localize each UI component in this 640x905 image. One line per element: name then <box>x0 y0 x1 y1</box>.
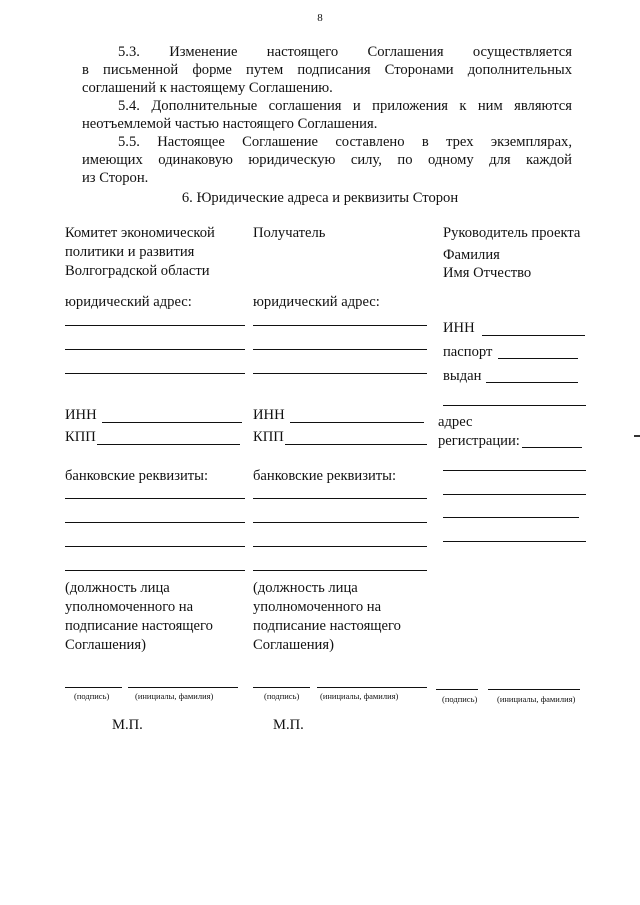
col3-address-line-2 <box>443 494 586 495</box>
paragraph-line: Дополнительные соглашения и приложения к ним являются <box>151 98 573 114</box>
col2-address-line-2 <box>253 349 427 350</box>
col2-legal-address-label: юридический адрес: <box>253 294 380 310</box>
col2-bank-label: банковские реквизиты: <box>253 468 397 484</box>
col1-org-name <box>65 224 215 281</box>
col3-surname: Фамилия <box>443 247 500 263</box>
paragraph-5-4 <box>82 97 572 133</box>
col3-issued-line-2 <box>443 405 586 406</box>
col1-bank-line-3 <box>65 546 245 547</box>
col1-address-line-3 <box>65 373 245 374</box>
col1-org-name-line: Комитет экономической <box>65 225 215 241</box>
col2-org-name <box>253 224 325 243</box>
col1-kpp-line <box>97 444 240 445</box>
col1-position-line: уполномоченного на <box>65 599 194 615</box>
col2-signature-caption: (подпись) <box>264 691 300 701</box>
col3-address-line-3 <box>443 517 579 518</box>
paragraph-line: соглашений к настоящему Соглашению. <box>82 80 333 96</box>
paragraph-line: из Сторон. <box>82 170 149 186</box>
col3-address-label: адрес <box>438 414 473 430</box>
col2-inn-label: ИНН <box>253 407 285 423</box>
col3-registration-label: регистрации: <box>438 433 520 449</box>
col1-bank-line-1 <box>65 498 245 499</box>
col2-position-label <box>253 579 401 655</box>
col3-registration-line <box>522 447 582 448</box>
col3-address-line-1 <box>443 470 586 471</box>
section-title: 6. Юридические адреса и реквизиты Сторон <box>181 190 459 206</box>
col2-name-line <box>317 687 427 688</box>
col1-bank-line-4 <box>65 570 245 571</box>
col1-legal-address-label: юридический адрес: <box>65 294 192 310</box>
col1-address-line-1 <box>65 325 245 326</box>
col2-name-caption: (инициалы, фамилия) <box>320 691 399 701</box>
col2-signature-line <box>253 687 310 688</box>
col2-address-line-3 <box>253 373 427 374</box>
edge-mark <box>634 435 640 437</box>
paragraph-5-5 <box>82 133 572 187</box>
col2-bank-line-1 <box>253 498 427 499</box>
col1-position-line: (должность лица <box>65 580 170 596</box>
col1-name-line <box>128 687 238 688</box>
col2-bank-line-3 <box>253 546 427 547</box>
col3-issued-line <box>486 382 578 383</box>
col3-passport-line <box>498 358 578 359</box>
col3-name-caption: (инициалы, фамилия) <box>497 694 576 704</box>
col1-position-line: Соглашения) <box>65 637 146 653</box>
paragraph-line: неотъемлемой частью настоящего Соглашения. <box>82 116 378 132</box>
col2-position-line: подписание настоящего <box>253 618 401 634</box>
col2-position-line: Соглашения) <box>253 637 334 653</box>
col2-bank-line-4 <box>253 570 427 571</box>
col3-signature-line <box>436 689 478 690</box>
col3-title: Руководитель проекта <box>443 225 581 241</box>
col1-signature-line <box>65 687 122 688</box>
col3-signature-caption: (подпись) <box>442 694 478 704</box>
col2-stamp-label: М.П. <box>273 717 304 733</box>
col3-inn-label: ИНН <box>443 320 475 336</box>
col2-kpp-label: КПП <box>253 429 284 445</box>
col1-bank-line-2 <box>65 522 245 523</box>
col3-name-line <box>488 689 580 690</box>
col1-stamp-label: М.П. <box>112 717 143 733</box>
col1-org-name-line: Волгоградской области <box>65 263 210 279</box>
col1-org-name-line: политики и развития <box>65 244 195 260</box>
col2-position-line: (должность лица <box>253 580 358 596</box>
col3-passport-label: паспорт <box>443 344 493 360</box>
col2-bank-line-2 <box>253 522 427 523</box>
paragraph-line: в письменной форме путем подписания Сторонами дополнительных <box>82 62 572 78</box>
paragraph-line: Настоящее Соглашение составлено в трех экземплярах, <box>157 134 572 150</box>
col2-address-line-1 <box>253 325 427 326</box>
paragraph-number: 5.4. <box>118 98 140 114</box>
paragraph-line: Изменение настоящего Соглашения осуществляется <box>169 44 572 60</box>
paragraph-number: 5.3. <box>118 44 140 60</box>
col2-inn-line <box>290 422 424 423</box>
col1-kpp-label: КПП <box>65 429 96 445</box>
col2-kpp-line <box>285 444 427 445</box>
page-number: 8 <box>317 12 323 24</box>
col1-position-label <box>65 579 213 655</box>
paragraph-number: 5.5. <box>118 134 140 150</box>
col2-position-line: уполномоченного на <box>253 599 382 615</box>
col1-signature-caption: (подпись) <box>74 691 110 701</box>
col1-inn-label: ИНН <box>65 407 97 423</box>
col1-inn-line <box>102 422 242 423</box>
paragraph-5-3 <box>82 43 572 97</box>
col2-org-name-line: Получатель <box>253 225 326 241</box>
col3-inn-line <box>482 335 585 336</box>
col3-issued-label: выдан <box>443 368 482 384</box>
col3-address-line-4 <box>443 541 586 542</box>
col1-address-line-2 <box>65 349 245 350</box>
col1-bank-label: банковские реквизиты: <box>65 468 209 484</box>
col1-position-line: подписание настоящего <box>65 618 213 634</box>
paragraph-line: имеющих одинаковую юридическую силу, по одному для каждой <box>82 152 572 168</box>
col3-given-name: Имя Отчество <box>443 265 532 281</box>
col1-name-caption: (инициалы, фамилия) <box>135 691 214 701</box>
